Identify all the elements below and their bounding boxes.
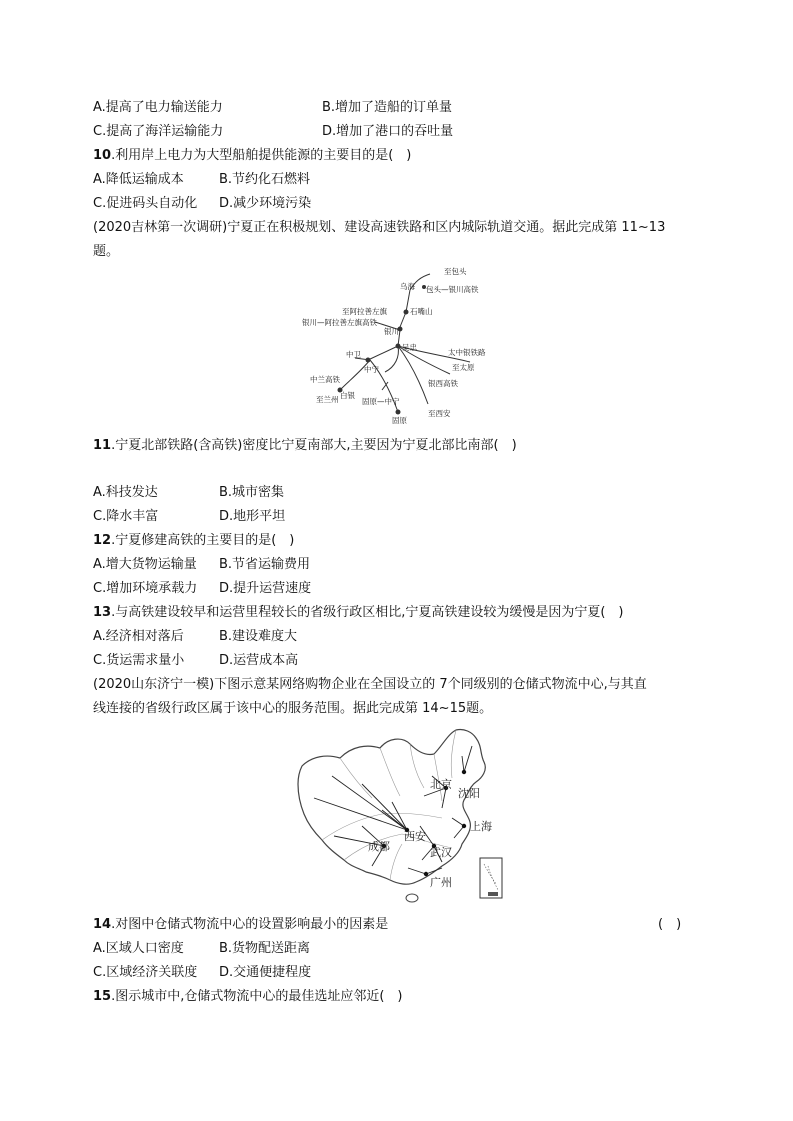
city-label-shenyang: 沈阳: [458, 787, 480, 800]
zhongwei-line: [368, 346, 398, 360]
question-11: [93, 437, 517, 455]
q9-option-b: B.增加了造船的订单量: [322, 100, 453, 115]
label-yinchuan: 银川: [384, 327, 399, 336]
guyuan-dot: [396, 410, 401, 415]
label-wuhai: 乌海: [400, 282, 415, 291]
question-number: 14: [93, 917, 112, 932]
label-zhongning: 中宁: [364, 365, 379, 374]
q14-option-d: D.交通便捷程度: [219, 965, 312, 980]
wuzhong-zhongning-link: [385, 346, 398, 372]
q10-option-d: D.减少环境污染: [219, 196, 312, 211]
city-label-shanghai: 上海: [470, 820, 492, 833]
intro-paragraph-2-line-1: (2020山东济宁一模)下图示意某网络购物企业在全国设立的 7个同级别的仓储式物流中心,与其直: [93, 677, 647, 692]
label-baiyin: 白银: [340, 391, 355, 400]
wuzhong-dot: [396, 344, 401, 349]
q13-option-c: C.货运需求量小: [93, 653, 185, 668]
question-number: 15: [93, 989, 112, 1004]
question-stem: .宁夏北部铁路(含高铁)密度比宁夏南部大,主要因为宁夏北部比南部( ): [111, 438, 517, 453]
q13-option-a: A.经济相对落后: [93, 629, 184, 644]
q9-option-d: D.增加了港口的吞吐量: [322, 124, 454, 139]
guangzhou-dot: [424, 872, 428, 876]
q14-option-c: C.区域经济关联度: [93, 965, 198, 980]
city-label-beijing: 北京: [430, 778, 452, 791]
label-baoyin: 包头—银川高铁: [426, 285, 479, 294]
label-yinxi: 银西高铁: [428, 379, 458, 388]
q11-option-b: B.城市密集: [219, 485, 285, 500]
label-zhonglan: 中兰高铁: [310, 375, 340, 384]
label-alashan-to: 至阿拉善左旗: [342, 307, 387, 316]
q12-option-c: C.增加环境承载力: [93, 581, 198, 596]
south-china-sea-inset: [480, 858, 502, 898]
question-number: 11: [93, 438, 112, 453]
question-14: [93, 916, 388, 934]
china-logistics-map: [292, 726, 514, 908]
q12-option-a: A.增大货物运输量: [93, 557, 197, 572]
label-wuzhong: 吴忠: [402, 343, 417, 352]
q9-option-c: C.提高了海洋运输能力: [93, 124, 224, 139]
label-shizuishan: 石嘴山: [410, 307, 433, 316]
ningxia-railway-map: [300, 262, 505, 427]
label-guyuan-zhongning: 固原—中宁: [362, 397, 400, 406]
city-label-xian: 西安: [404, 830, 426, 843]
question-stem: .利用岸上电力为大型船舶提供能源的主要目的是( ): [111, 148, 412, 163]
question-stem: .图示城市中,仓储式物流中心的最佳选址应邻近( ): [111, 989, 403, 1004]
hainan-island: [406, 894, 418, 902]
q12-option-b: B.节省运输费用: [219, 557, 311, 572]
q11-option-c: C.降水丰富: [93, 509, 159, 524]
label-xian: 至西安: [428, 409, 451, 418]
q13-option-b: B.建设难度大: [219, 629, 298, 644]
label-taizhongyin: 太中银铁路: [448, 348, 486, 357]
question-stem: .对图中仓储式物流中心的设置影响最小的因素是: [111, 917, 389, 932]
shanghai-dot: [462, 824, 466, 828]
shizuishan-dot: [404, 310, 409, 315]
q12-option-d: D.提升运营速度: [219, 581, 312, 596]
zhongwei-dot: [366, 358, 371, 363]
question-12: [93, 532, 294, 550]
label-baotou: 至包头: [444, 267, 467, 276]
question-14-answer-bracket: ( ): [658, 917, 682, 932]
question-stem: .与高铁建设较早和运营里程较长的省级行政区相比,宁夏高铁建设较为缓慢是因为宁夏( ): [111, 605, 624, 620]
intro-paragraph-1-line-1: (2020吉林第一次调研)宁夏正在积极规划、建设高速铁路和区内城际轨道交通。据此完成第 11~13: [93, 220, 666, 235]
intro-paragraph-1-line-2: 题。: [93, 244, 120, 259]
label-lanzhou: 至兰州: [316, 395, 339, 404]
q10-option-b: B.节约化石燃料: [219, 172, 311, 187]
q10-option-a: A.降低运输成本: [93, 172, 184, 187]
label-taiyuan: 至太原: [452, 363, 475, 372]
china-outline: [298, 729, 485, 884]
question-number: 10: [93, 148, 112, 163]
question-stem: .宁夏修建高铁的主要目的是( ): [111, 533, 295, 548]
question-10: [93, 147, 411, 165]
city-label-guangzhou: 广州: [430, 876, 452, 889]
question-number: 12: [93, 533, 112, 548]
intro-paragraph-2-line-2: 线连接的省级行政区属于该中心的服务范围。据此完成第 14~15题。: [93, 701, 493, 716]
label-yinchuan-alashan: 银川—阿拉善左旗高铁: [302, 318, 377, 327]
q11-option-a: A.科技发达: [93, 485, 158, 500]
question-13: [93, 604, 624, 622]
q14-option-b: B.货物配送距离: [219, 941, 311, 956]
question-15: [93, 988, 403, 1006]
shenyang-dot: [462, 770, 466, 774]
q9-option-a: A.提高了电力输送能力: [93, 100, 223, 115]
label-guyuan: 固原: [392, 416, 407, 425]
q13-option-d: D.运营成本高: [219, 653, 299, 668]
label-zhongwei: 中卫: [346, 350, 361, 359]
city-label-wuhan: 武汉: [430, 846, 452, 859]
city-label-chengdu: 成都: [368, 840, 390, 853]
q14-option-a: A.区域人口密度: [93, 941, 184, 956]
q10-option-c: C.促进码头自动化: [93, 196, 198, 211]
q11-option-d: D.地形平坦: [219, 509, 286, 524]
question-number: 13: [93, 605, 112, 620]
